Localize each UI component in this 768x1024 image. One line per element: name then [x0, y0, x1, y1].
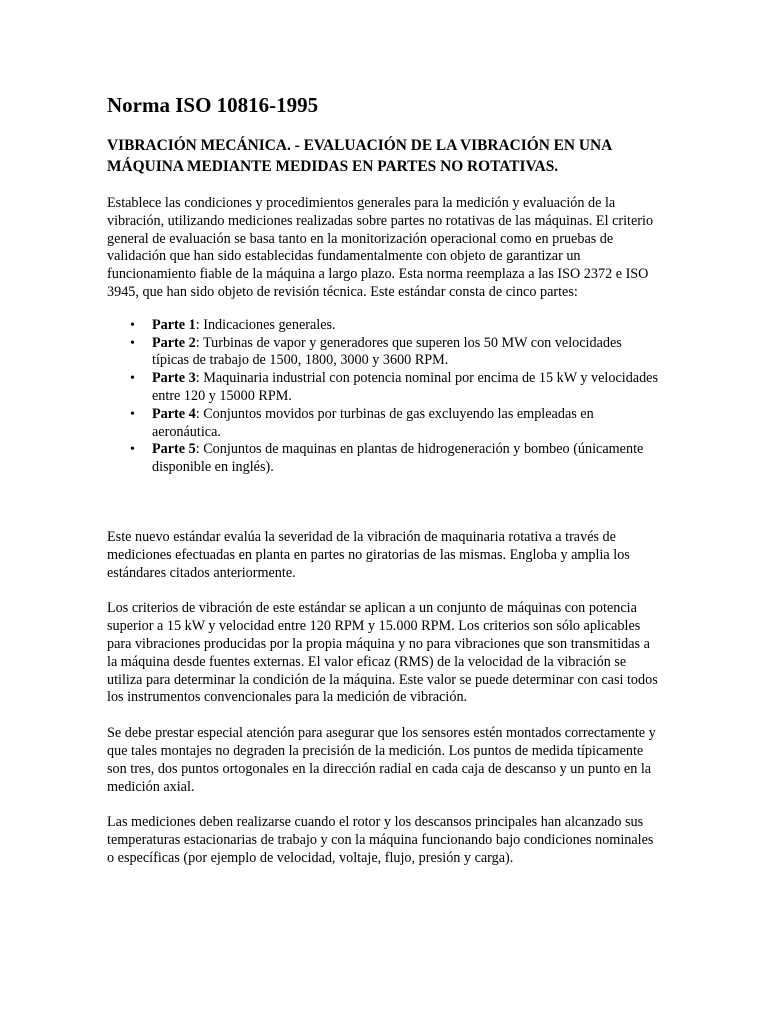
list-item [130, 370, 662, 406]
part-label: Parte 2 [152, 334, 196, 351]
part-description: : Turbinas de vapor y generadores que superen los 50 MW con velocidades típicas de trabajo de 1500, 1800, 3000 y 3600 RPM. [152, 334, 622, 369]
list-item [130, 316, 662, 335]
bullet-icon: • [130, 317, 135, 333]
paragraph-criteria: Los criterios de vibración de este estándar se aplican a un conjunto de máquinas con potencia superior a 15 kW y velocidad entre 120 RPM y 15.000 RPM. Los criterios son sólo aplicables para vibraciones producidas por la propia máquina y no para vibraciones que son transmitidas a la máquina desde fuentes externas. El valor eficaz (RMS) de la velocidad de la vibración se utiliza para determinar la condición de la máquina. Este valor se puede determinar con casi todos los instrumentos convencionales para la medición de vibración. [107, 600, 658, 706]
part-description: : Indicaciones generales. [195, 316, 336, 333]
bullet-icon: • [130, 406, 135, 422]
list-item [130, 405, 662, 442]
document-subtitle: VIBRACIÓN MECÁNICA. - EVALUACIÓN DE LA VIBRACIÓN EN UNA MÁQUINA MEDIANTE MEDIDAS EN PARTES NO ROTATIVAS. [107, 137, 612, 175]
part-description: : Conjuntos de maquinas en plantas de hidrogeneración y bombeo (únicamente disponible en inglés). [152, 441, 644, 476]
part-label: Parte 3 [152, 370, 196, 387]
paragraph-sensors: Se debe prestar especial atención para asegurar que los sensores estén montados correctamente y que tales montajes no degraden la precisión de la medición. Los puntos de medida típicamente son tres, dos puntos ortogonales en la dirección radial en cada caja de descanso y un punto en la medición axial. [107, 725, 656, 795]
part-label: Parte 1 [152, 316, 196, 333]
bullet-icon: • [130, 335, 135, 351]
intro-paragraph: Establece las condiciones y procedimientos generales para la medición y evaluación de la vibración, utilizando mediciones realizadas sobre partes no rotativas de las máquinas. El criterio general de evaluación se basa tanto en la monitorización operacional como en pruebas de validación que han sido establecidas fundamentalmente con objeto de garantizar un funcionamiento fiable de la máquina a largo plazo. Esta norma reemplaza a las ISO 2372 e ISO 3945, que han sido objeto de revisión técnica. Este estándar consta de cinco partes: [107, 195, 654, 300]
bullet-icon: • [130, 371, 135, 387]
paragraph-new-standard: Este nuevo estándar evalúa la severidad de la vibración de maquinaria rotativa a través de mediciones efectuadas en planta en partes no giratorias de las mismas. Engloba y amplia los estándares citados anteriormente. [107, 528, 630, 581]
list-item [130, 334, 662, 371]
list-item [130, 441, 662, 477]
paragraph-measurements: Las mediciones deben realizarse cuando el rotor y los descansos principales han alcanzado sus temperaturas estacionarias de trabajo y con la máquina funcionando bajo condiciones nominales o específicas (por ejemplo de velocidad, voltaje, flujo, presión y carga). [107, 814, 654, 866]
part-description: : Conjuntos movidos por turbinas de gas excluyendo las empleadas en aeronáutica. [152, 405, 594, 440]
part-description: : Maquinaria industrial con potencia nominal por encima de 15 kW y velocidades entre 120 y 15000 RPM. [152, 370, 659, 404]
part-label: Parte 5 [152, 441, 196, 458]
parts-list [107, 317, 662, 477]
part-label: Parte 4 [152, 405, 196, 422]
document-title: Norma ISO 10816-1995 [107, 93, 319, 117]
bullet-icon: • [130, 442, 135, 458]
document-page [107, 92, 662, 868]
